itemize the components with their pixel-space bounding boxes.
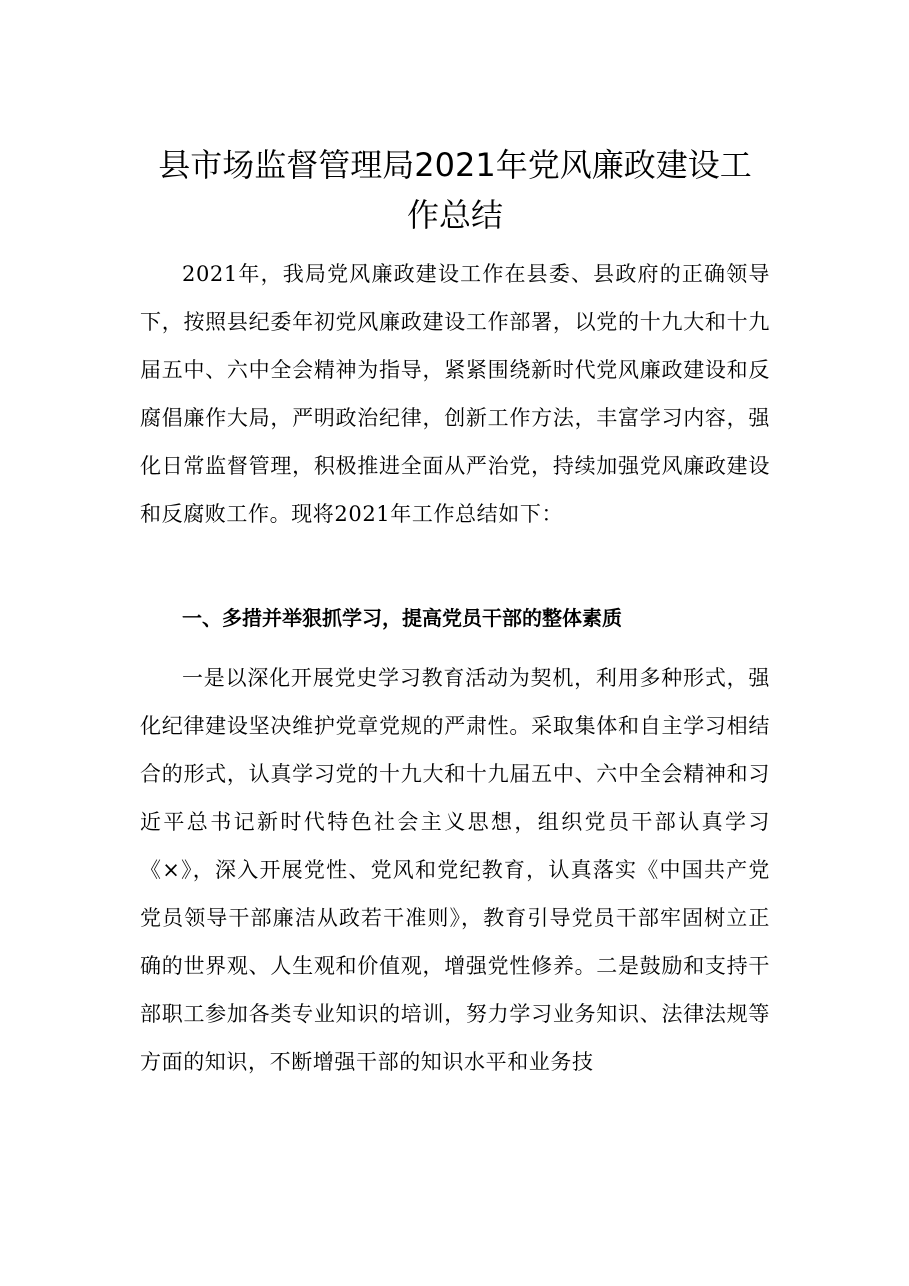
section-1-paragraph: 一是以深化开展党史学习教育活动为契机，利用多种形式，强化纪律建设坚决维护党章党规的严肃性。采取集体和自主学习相结合的形式，认真学习党的十九大和十九届五中、六中全会精神和习近平总书记新时代特色社会主义思想，组织党员干部认真学习《×》，深入开展党性、党风和党纪教育，认真落实《中国共产党党员领导干部廉洁从政若干准则》，教育引导党员干部牢固树立正确的世界观、人生观和价值观，增强党性修养。二是鼓励和支持干部职工参加各类专业知识的培训，努力学习业务知识、法律法规等方面的知识，不断增强干部的知识水平和业务技: [140, 666, 770, 1074]
title-line-2: 作总结: [406, 196, 503, 234]
title-line-1: 县市场监督管理局2021年党风廉政建设工: [158, 146, 752, 184]
document-title: [120, 140, 790, 240]
intro-paragraph: 2021年，我局党风廉政建设工作在县委、县政府的正确领导下，按照县纪委年初党风廉政建设工作部署，以党的十九大和十九届五中、六中全会精神为指导，紧紧围绕新时代党风廉政建设和反腐倡廉作大局，严明政治纪律，创新工作方法，丰富学习内容，强化日常监督管理，积极推进全面从严治党，持续加强党风廉政建设和反腐败工作。现将2021年工作总结如下：: [140, 262, 770, 526]
section-1-heading: 一、多措并举狠抓学习，提高党员干部的整体素质: [182, 606, 622, 630]
